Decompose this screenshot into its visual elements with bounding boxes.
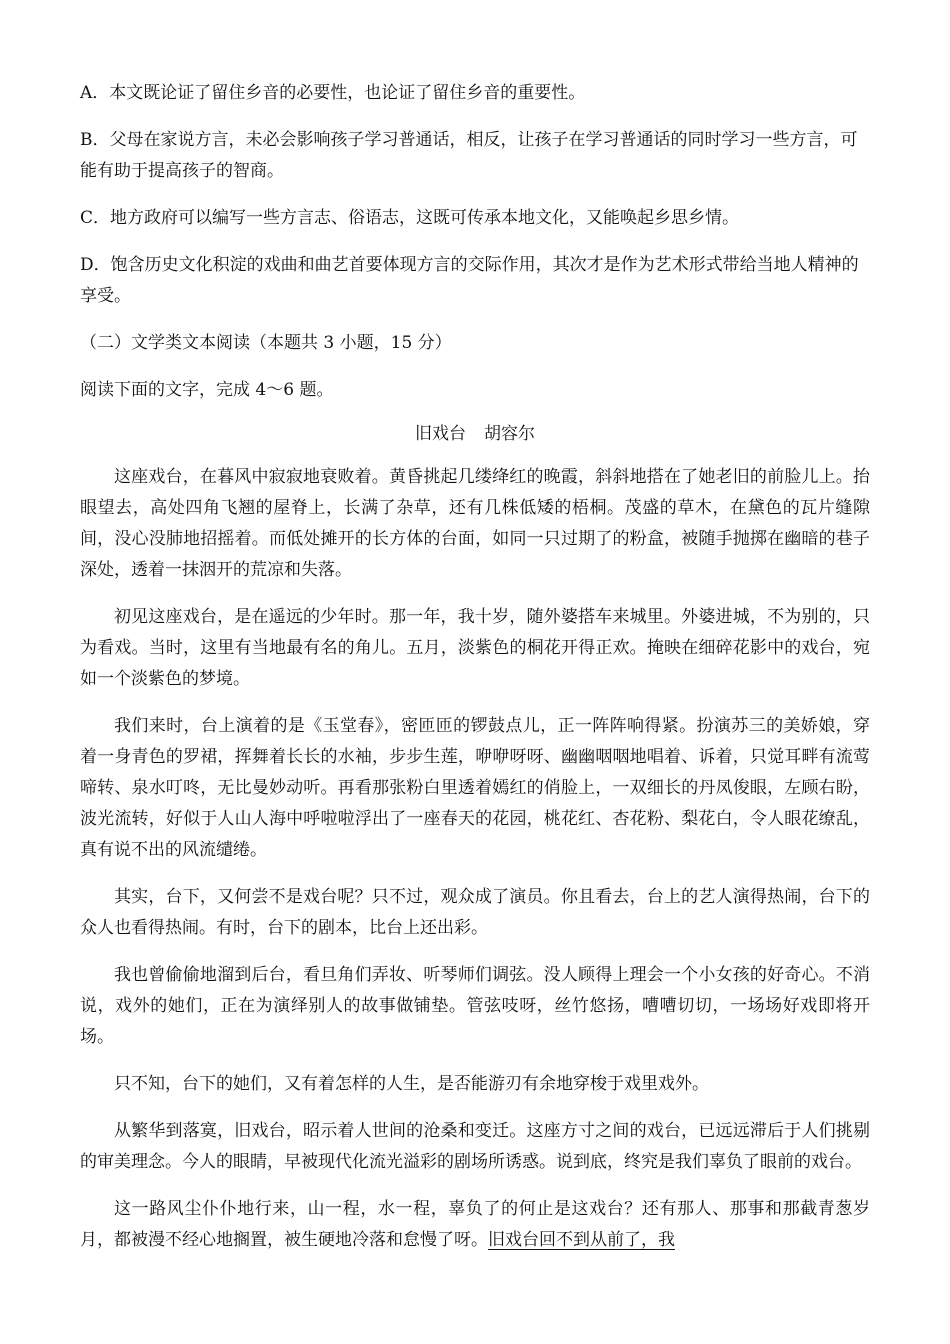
- option-c: C．地方政府可以编写一些方言志、俗语志，这既可传承本地文化，又能唤起乡思乡情。: [80, 208, 740, 228]
- article-paragraph: 只不知，台下的她们，又有着怎样的人生，是否能游刃有余地穿梭于戏里戏外。: [114, 1074, 709, 1094]
- underlined-sentence: 旧戏台回不到从前了，我: [488, 1230, 675, 1250]
- article-title: 旧戏台: [415, 424, 466, 444]
- article-author: 胡容尔: [484, 424, 535, 444]
- article-paragraph: 其实，台下，又何尝不是戏台呢？只不过，观众成了演员。你且看去，台上的艺人演得热闹，台下的众人也看得热闹。有时，台下的剧本，比台上还出彩。: [80, 887, 870, 938]
- article-paragraph: 我也曾偷偷地溜到后台，看旦角们弄妆、听琴师们调弦。没人顾得上理会一个小女孩的好奇心。不消说，戏外的她们，正在为演绎别人的故事做铺垫。管弦吱呀，丝竹悠扬，嘈嘈切切，一场场好戏即将开场。: [80, 965, 870, 1047]
- reading-instruction: 阅读下面的文字，完成 4～6 题。: [80, 380, 334, 400]
- section-heading: （二）文学类文本阅读（本题共 3 小题，15 分）: [80, 333, 452, 353]
- option-a: A．本文既论证了留住乡音的必要性，也论证了留住乡音的重要性。: [80, 83, 586, 103]
- last-paragraph-text: 这一路风尘仆仆地行来，山一程，水一程，辜负了的何止是这戏台？还有那人、那事和那截青葱岁月，都被漫不经心地搁置，被生硬地冷落和怠慢了呀。: [80, 1199, 870, 1250]
- article-paragraph: 我们来时，台上演着的是《玉堂春》，密匝匝的锣鼓点儿，正一阵阵响得紧。扮演苏三的美娇娘，穿着一身青色的罗裙，挥舞着长长的水袖，步步生莲，咿咿呀呀、幽幽咽咽地唱着、诉着，只觉耳畔有流莺啼转、泉水叮咚，无比曼妙动听。再看那张粉白里透着嫣红的俏脸上，一双细长的丹凤俊眼，左顾右盼，波光流转，好似于人山人海中呼啦啦浮出了一座春天的花园，桃花红、杏花粉、梨花白，令人眼花缭乱，真有说不出的风流缱绻。: [80, 716, 870, 860]
- article-paragraph: 从繁华到落寞，旧戏台，昭示着人世间的沧桑和变迁。这座方寸之间的戏台，已远远滞后于人们挑剔的审美理念。今人的眼睛，早被现代化流光溢彩的剧场所诱惑。说到底，终究是我们辜负了眼前的戏台。: [80, 1121, 870, 1172]
- document-page: [80, 78, 870, 1272]
- article-paragraph: 这座戏台，在暮风中寂寂地衰败着。黄昏挑起几缕绛红的晚霞，斜斜地搭在了她老旧的前脸儿上。抬眼望去，高处四角飞翘的屋脊上，长满了杂草，还有几株低矮的梧桐。茂盛的草木，在黛色的瓦片缝隙间，没心没肺地招摇着。而低处摊开的长方体的台面，如同一只过期了的粉盒，被随手抛掷在幽暗的巷子深处，透着一抹洇开的荒凉和失落。: [80, 467, 870, 580]
- option-d: D．饱含历史文化积淀的戏曲和曲艺首要体现方言的交际作用，其次才是作为艺术形式带给当地人精神的享受。: [80, 255, 859, 306]
- article-paragraph-last: [80, 1194, 870, 1256]
- option-b: B．父母在家说方言，未必会影响孩子学习普通话，相反，让孩子在学习普通话的同时学习一些方言，可能有助于提高孩子的智商。: [80, 130, 858, 181]
- article-heading: [80, 419, 870, 450]
- article-paragraph: 初见这座戏台，是在遥远的少年时。那一年，我十岁，随外婆搭车来城里。外婆进城，不为别的，只为看戏。当时，这里有当地最有名的角儿。五月，淡紫色的桐花开得正欢。掩映在细碎花影中的戏台，宛如一个淡紫色的梦境。: [80, 607, 870, 689]
